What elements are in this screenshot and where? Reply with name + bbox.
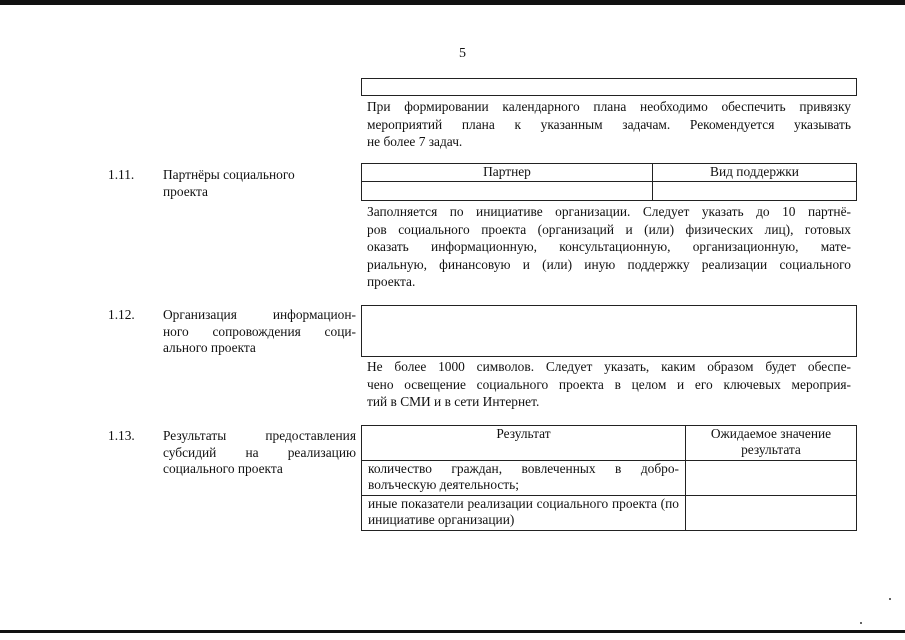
note-line: тий в СМИ и в сети Интернет. — [367, 394, 540, 410]
note-line: ров социального проекта (организаций и (или) физических лиц), готовых — [367, 221, 851, 237]
label-line: Организация информацион- — [163, 307, 356, 322]
info-support-input-box[interactable] — [361, 305, 857, 357]
partners-table — [361, 163, 857, 201]
results-table — [361, 425, 857, 531]
partners-note — [367, 203, 851, 291]
note-line: не более 7 задач. — [367, 134, 463, 150]
partner-cell[interactable] — [362, 182, 653, 201]
note-line: риальную, финансовую и (или) иную поддержку реализации социального — [367, 256, 851, 272]
expected-value-cell[interactable] — [686, 496, 857, 531]
note-line: проекта. — [367, 274, 416, 290]
section-label — [163, 307, 356, 357]
info-support-note — [367, 358, 851, 411]
table-header: Партнер — [362, 164, 653, 182]
section-label — [163, 167, 323, 200]
label-line: ного сопровождения соци- — [163, 323, 356, 339]
task-input-box[interactable] — [361, 78, 857, 96]
table-header: Вид поддержки — [653, 164, 857, 182]
bottom-page-rule — [0, 630, 905, 633]
scan-speck — [860, 622, 862, 624]
note-line: При формировании календарного плана необходимо обеспечить привязку — [367, 99, 851, 114]
section-number: 1.13. — [108, 428, 135, 443]
result-cell: количество граждан, вовлеченных в добро-волъческую деятельность; — [362, 461, 686, 496]
note-line: оказать информационную, консультационную, организационную, мате- — [367, 239, 851, 255]
label-line: ального проекта — [163, 340, 256, 355]
support-type-cell[interactable] — [653, 182, 857, 201]
note-line: Заполняется по инициативе организации. Следует указать до 10 партнё- — [367, 204, 851, 219]
label-line: социального проекта — [163, 461, 283, 476]
top-page-rule — [0, 0, 905, 5]
table-header: Результат — [362, 426, 686, 461]
label-line: Результаты предоставления — [163, 428, 356, 443]
table-header: Ожидаемое значение результата — [686, 426, 857, 461]
label-line: Партнёры социального — [163, 167, 295, 182]
note-line: мероприятий плана к указанным задачам. Рекомендуется указывать — [367, 116, 851, 132]
label-line: проекта — [163, 183, 208, 199]
section-number: 1.12. — [108, 307, 135, 322]
result-cell: иные показатели реализации социального проекта (по инициативе организации) — [362, 496, 686, 531]
note-line: Не более 1000 символов. Следует указать, каким образом будет обеспе- — [367, 359, 851, 374]
expected-value-cell[interactable] — [686, 461, 857, 496]
section-number: 1.11. — [108, 167, 135, 182]
page-number: 5 — [459, 46, 466, 61]
label-line: субсидий на реализацию — [163, 444, 356, 460]
note-line: чено освещение социального проекта в целом и его ключевых мероприя- — [367, 376, 851, 392]
scan-speck — [889, 598, 891, 600]
intro-note — [367, 98, 851, 151]
section-label — [163, 428, 356, 478]
